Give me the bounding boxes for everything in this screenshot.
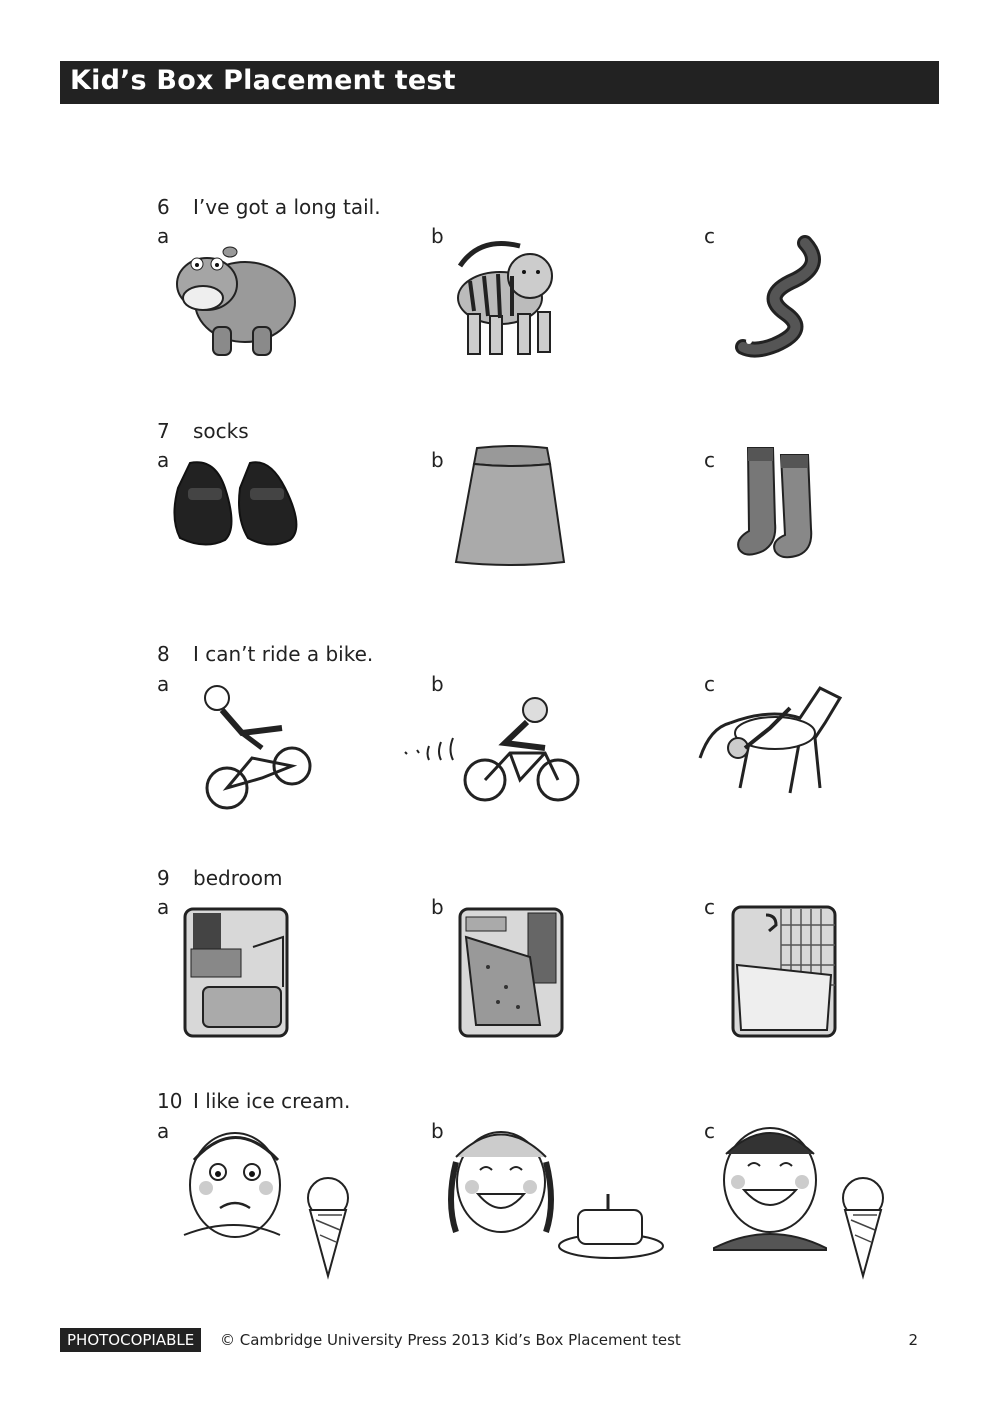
question-prompt: bedroom <box>193 866 283 890</box>
happy-boy-ice-cream-icon[interactable] <box>710 1120 890 1280</box>
tiger-icon[interactable] <box>450 236 560 360</box>
question-prompt: I like ice cream. <box>193 1089 351 1113</box>
option-letter-b: b <box>431 224 444 248</box>
option-letter-c: c <box>704 672 715 696</box>
sad-boy-ice-cream-icon[interactable] <box>180 1120 355 1280</box>
snake-icon[interactable] <box>735 235 825 361</box>
hippo-icon[interactable] <box>175 232 305 362</box>
skirt-icon[interactable] <box>452 444 567 568</box>
page-number: 2 <box>908 1331 918 1349</box>
bedroom-icon[interactable] <box>458 907 564 1038</box>
option-letter-a: a <box>157 1119 170 1143</box>
option-letter-c: c <box>704 224 715 248</box>
option-letter-b: b <box>431 895 444 919</box>
question-number: 9 <box>157 866 170 890</box>
question-prompt: I’ve got a long tail. <box>193 195 381 219</box>
option-letter-c: c <box>704 1119 715 1143</box>
question-number: 6 <box>157 195 170 219</box>
question-number: 8 <box>157 642 170 666</box>
option-letter-a: a <box>157 448 170 472</box>
bathroom-icon[interactable] <box>731 905 837 1038</box>
question-prompt: I can’t ride a bike. <box>193 642 374 666</box>
photocopiable-badge: PHOTOCOPIABLE <box>60 1328 201 1352</box>
boy-falling-off-bike-icon[interactable] <box>192 678 317 818</box>
option-letter-a: a <box>157 224 170 248</box>
option-letter-a: a <box>157 672 170 696</box>
copyright-text: © Cambridge University Press 2013 Kid’s Box Placement test <box>220 1331 681 1349</box>
question-prompt: socks <box>193 419 249 443</box>
option-letter-b: b <box>431 1119 444 1143</box>
socks-icon[interactable] <box>733 443 833 561</box>
option-letter-a: a <box>157 895 170 919</box>
living-room-icon[interactable] <box>183 907 289 1038</box>
shoes-icon[interactable] <box>170 458 305 548</box>
happy-girl-cake-icon[interactable] <box>446 1122 666 1262</box>
header-bar <box>60 61 939 104</box>
option-letter-b: b <box>431 672 444 696</box>
option-letter-b: b <box>431 448 444 472</box>
question-number: 7 <box>157 419 170 443</box>
option-letter-c: c <box>704 448 715 472</box>
child-riding-bike-icon[interactable] <box>395 688 585 802</box>
page-title: Kid’s Box Placement test <box>70 65 456 96</box>
option-letter-c: c <box>704 895 715 919</box>
question-number: 10 <box>157 1089 183 1113</box>
falling-off-horse-icon[interactable] <box>690 668 848 810</box>
